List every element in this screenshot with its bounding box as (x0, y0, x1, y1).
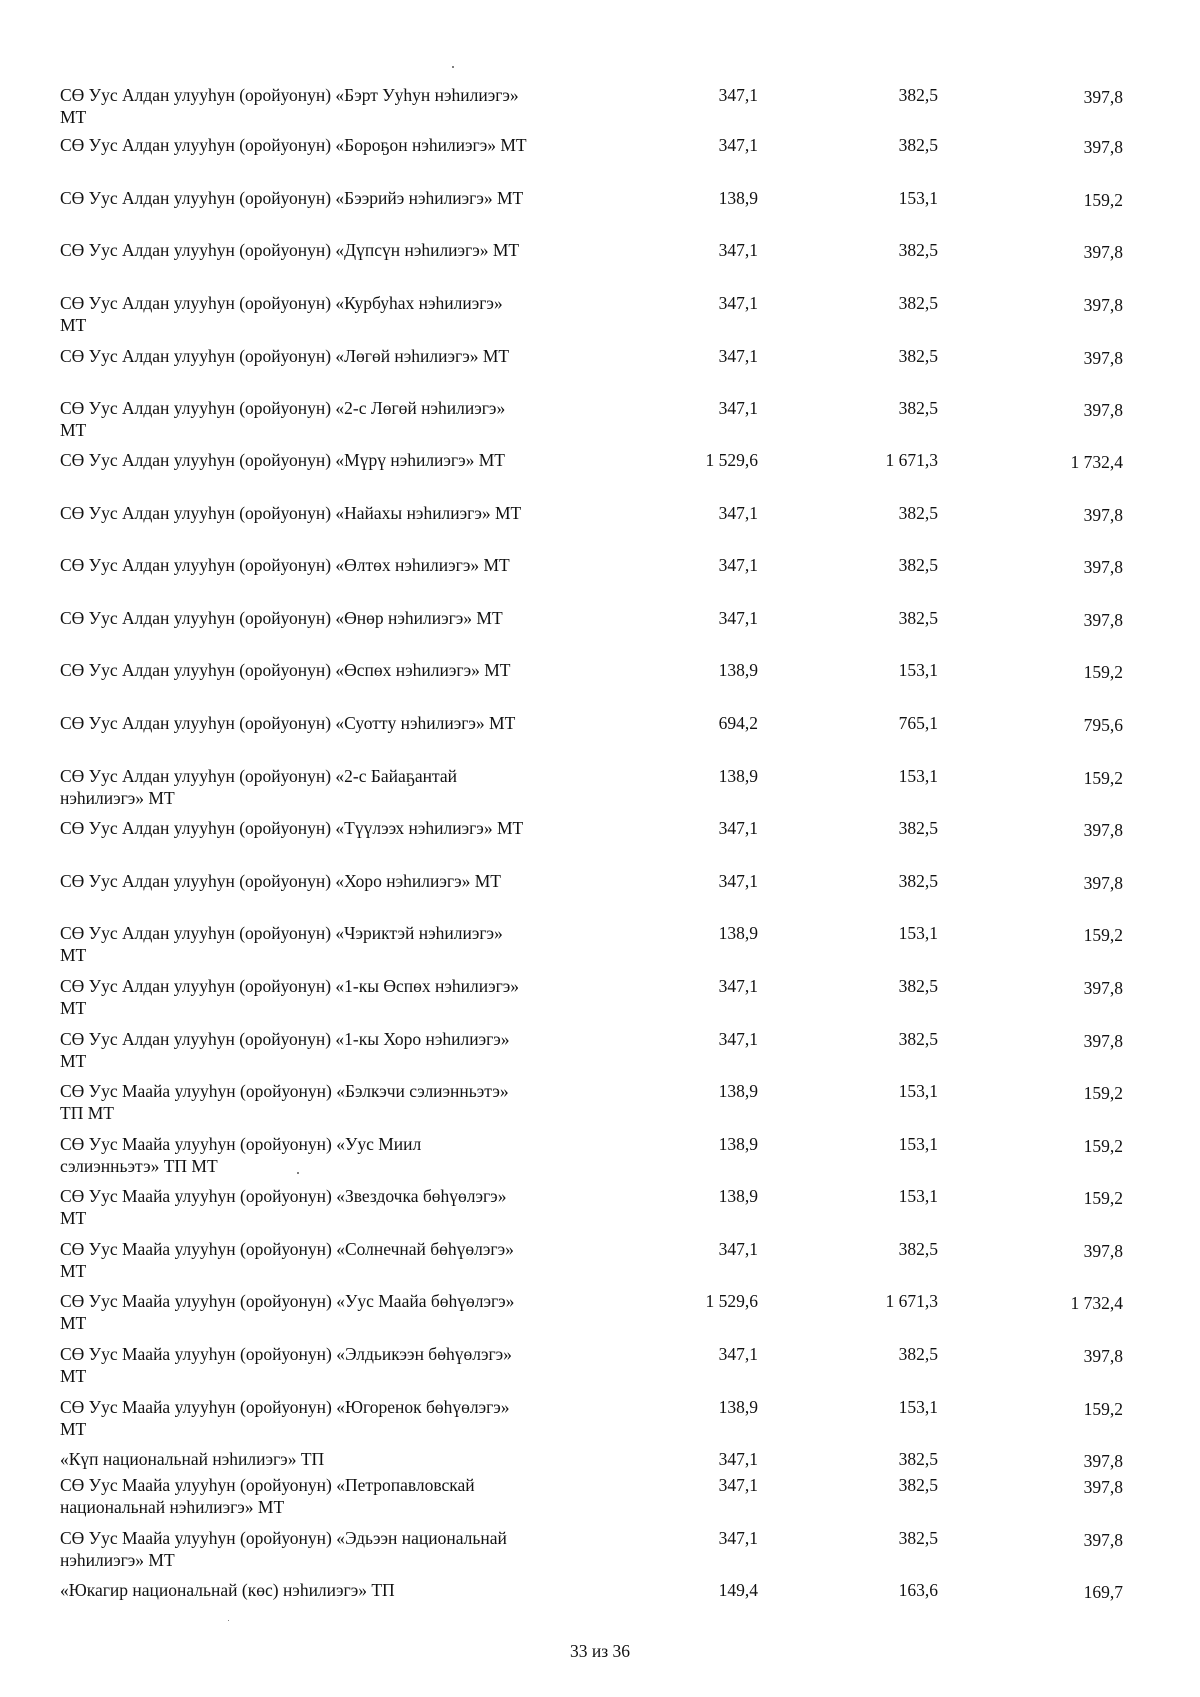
table-row (0, 765, 1200, 813)
row-value-v3: 169,7 (1083, 1582, 1123, 1602)
row-name: СӨ Уус Алдан улууһун (оройуонун) «Дүпсүн нэһилиэгэ» МТ (60, 240, 520, 260)
row-value-v3: 159,2 (1083, 1188, 1123, 1208)
row-value-v2: 382,5 (898, 1475, 938, 1495)
row-value-v1: 347,1 (718, 503, 758, 523)
row-value-v1: 138,9 (718, 1186, 758, 1206)
row-value-v3: 397,8 (1083, 87, 1123, 107)
row-name: СӨ Уус Алдан улууһун (оройуонун) «Курбуһах нэһилиэгэ» МТ (60, 293, 503, 335)
table-row (0, 870, 1200, 918)
row-value-v1: 347,1 (718, 871, 758, 891)
row-name: СӨ Уус Алдан улууһун (оройуонун) «Бороҕон нэһилиэгэ» МТ (60, 135, 527, 155)
row-value-v3: 159,2 (1083, 662, 1123, 682)
row-value-v3: 795,6 (1083, 715, 1123, 735)
table-row (0, 1396, 1200, 1444)
row-value-v1: 347,1 (718, 135, 758, 155)
table-row (0, 239, 1200, 287)
row-value-v1: 347,1 (718, 1449, 758, 1469)
row-name: СӨ Уус Алдан улууһун (оройуонун) «Мүрү нэһилиэгэ» МТ (60, 450, 505, 470)
row-name: «Күп национальнай нэһилиэгэ» ТП (60, 1449, 325, 1469)
row-name: СӨ Уус Алдан улууһун (оройуонун) «Найахы нэһилиэгэ» МТ (60, 503, 522, 523)
row-value-v3: 1 732,4 (1070, 1293, 1123, 1313)
row-value-v2: 153,1 (898, 1186, 938, 1206)
row-value-v1: 138,9 (718, 188, 758, 208)
table-row (0, 84, 1200, 132)
table-row (0, 1080, 1200, 1128)
row-name: СӨ Уус Алдан улууһун (оройуонун) «Бэрт Ууһун нэһилиэгэ» МТ (60, 85, 519, 127)
row-value-v2: 382,5 (898, 1344, 938, 1364)
row-name: СӨ Уус Алдан улууһун (оройуонун) «Бээрийэ нэһилиэгэ» МТ (60, 188, 524, 208)
row-value-v2: 382,5 (898, 135, 938, 155)
row-value-v2: 153,1 (898, 1081, 938, 1101)
row-value-v2: 382,5 (898, 240, 938, 260)
table-row (0, 345, 1200, 393)
row-value-v3: 397,8 (1083, 505, 1123, 525)
row-value-v3: 397,8 (1083, 1477, 1123, 1497)
row-value-v3: 159,2 (1083, 1083, 1123, 1103)
row-value-v3: 397,8 (1083, 1451, 1123, 1471)
row-value-v2: 382,5 (898, 1239, 938, 1259)
table-row (0, 134, 1200, 182)
row-value-v1: 138,9 (718, 923, 758, 943)
table-row (0, 1290, 1200, 1338)
row-name: СӨ Уус Алдан улууһун (оройуонун) «Суоттy нэһилиэгэ» МТ (60, 713, 516, 733)
row-value-v2: 382,5 (898, 608, 938, 628)
row-name: СӨ Уус Маайа улууһун (оройуонун) «Уус Миил сэлиэнньэтэ» ТП МТ (60, 1134, 422, 1176)
row-value-v2: 382,5 (898, 503, 938, 523)
table-row (0, 1185, 1200, 1233)
row-name: СӨ Уус Маайа улууһун (оройуонун) «Уус Маайа бөһүөлэгэ» МТ (60, 1291, 515, 1333)
row-name: СӨ Уус Алдан улууһун (оройуонун) «Өнөр нэһилиэгэ» МТ (60, 608, 503, 628)
row-name: СӨ Уус Алдан улууһун (оройуонун) «2-с Лөгөй нэһилиэгэ» МТ (60, 398, 506, 440)
row-value-v2: 382,5 (898, 1029, 938, 1049)
row-name: СӨ Уус Алдан улууһун (оройуонун) «2-с Байаҕантай нэһилиэгэ» МТ (60, 766, 457, 808)
row-name: СӨ Уус Маайа улууһун (оройуонун) «Солнечнай бөһүөлэгэ» МТ (60, 1239, 514, 1281)
row-value-v2: 153,1 (898, 923, 938, 943)
row-value-v2: 382,5 (898, 293, 938, 313)
row-value-v2: 163,6 (898, 1580, 938, 1600)
row-name: «Юкагир национальнай (көс) нэһилиэгэ» ТП (60, 1580, 395, 1600)
row-value-v1: 347,1 (718, 240, 758, 260)
row-value-v3: 159,2 (1083, 768, 1123, 788)
table-row (0, 712, 1200, 760)
row-name: СӨ Уус Алдан улууһун (оройуонун) «Чэриктэй нэһилиэгэ» МТ (60, 923, 503, 965)
row-value-v3: 397,8 (1083, 400, 1123, 420)
row-value-v3: 397,8 (1083, 295, 1123, 315)
row-value-v3: 397,8 (1083, 1530, 1123, 1550)
row-name: СӨ Уус Алдан улууһун (оройуонун) «Түүлээх нэһилиэгэ» МТ (60, 818, 524, 838)
row-name: СӨ Уус Алдан улууһун (оройуонун) «Лөгөй нэһилиэгэ» МТ (60, 346, 510, 366)
table-row (0, 554, 1200, 602)
row-name: СӨ Уус Маайа улууһун (оройуонун) «Звездочка бөһүөлэгэ» МТ (60, 1186, 507, 1228)
row-name: СӨ Уус Алдан улууһун (оройуонун) «Хоро нэһилиэгэ» МТ (60, 871, 501, 891)
table-row (0, 502, 1200, 550)
row-name: СӨ Уус Алдан улууһун (оройуонун) «1-кы Хоро нэһилиэгэ» МТ (60, 1029, 510, 1071)
row-value-v2: 153,1 (898, 766, 938, 786)
row-value-v2: 382,5 (898, 398, 938, 418)
row-value-v1: 347,1 (718, 1029, 758, 1049)
row-value-v3: 397,8 (1083, 137, 1123, 157)
row-value-v1: 1 529,6 (705, 450, 758, 470)
row-value-v2: 382,5 (898, 976, 938, 996)
row-value-v3: 397,8 (1083, 1241, 1123, 1261)
row-value-v1: 347,1 (718, 398, 758, 418)
row-value-v2: 382,5 (898, 1449, 938, 1469)
row-value-v3: 1 732,4 (1070, 452, 1123, 472)
table-row (0, 1133, 1200, 1181)
row-value-v1: 694,2 (718, 713, 758, 733)
row-value-v1: 347,1 (718, 293, 758, 313)
scan-speck (452, 66, 454, 68)
row-value-v3: 397,8 (1083, 978, 1123, 998)
row-name: СӨ Уус Маайа улууһун (оройуонун) «Эдьээн национальнай нэһилиэгэ» МТ (60, 1528, 507, 1570)
table-row (0, 975, 1200, 1023)
row-value-v2: 153,1 (898, 1397, 938, 1417)
row-value-v2: 153,1 (898, 188, 938, 208)
table-row (0, 1238, 1200, 1286)
table-row (0, 607, 1200, 655)
row-value-v1: 138,9 (718, 1081, 758, 1101)
row-value-v1: 138,9 (718, 1134, 758, 1154)
row-value-v3: 159,2 (1083, 1136, 1123, 1156)
row-value-v1: 138,9 (718, 660, 758, 680)
row-value-v1: 347,1 (718, 555, 758, 575)
row-value-v3: 397,8 (1083, 348, 1123, 368)
row-name: СӨ Уус Маайа улууһун (оройуонун) «Петропавловскай национальнай нэһилиэгэ» МТ (60, 1475, 475, 1517)
row-value-v2: 382,5 (898, 871, 938, 891)
row-value-v3: 397,8 (1083, 873, 1123, 893)
row-value-v1: 347,1 (718, 608, 758, 628)
row-value-v3: 159,2 (1083, 1399, 1123, 1419)
row-value-v2: 382,5 (898, 346, 938, 366)
row-value-v1: 1 529,6 (705, 1291, 758, 1311)
table-row (0, 1579, 1200, 1627)
row-value-v3: 397,8 (1083, 820, 1123, 840)
table-row (0, 449, 1200, 497)
row-value-v1: 347,1 (718, 1475, 758, 1495)
table-row (0, 922, 1200, 970)
row-name: СӨ Уус Маайа улууһун (оройуонун) «Бэлкэчи сэлиэнньэтэ» ТП МТ (60, 1081, 509, 1123)
row-name: СӨ Уус Маайа улууһун (оройуонун) «Югоренок бөһүөлэгэ» МТ (60, 1397, 510, 1439)
row-value-v2: 765,1 (898, 713, 938, 733)
scan-speck (228, 1620, 229, 1621)
page-number: 33 из 36 (569, 1641, 631, 1661)
table-row (0, 817, 1200, 865)
row-value-v2: 153,1 (898, 1134, 938, 1154)
row-value-v2: 153,1 (898, 660, 938, 680)
row-value-v3: 159,2 (1083, 190, 1123, 210)
row-value-v1: 347,1 (718, 818, 758, 838)
row-value-v2: 382,5 (898, 555, 938, 575)
table-row (0, 187, 1200, 235)
table-row (0, 1527, 1200, 1575)
row-value-v1: 347,1 (718, 346, 758, 366)
row-value-v1: 347,1 (718, 1344, 758, 1364)
row-value-v1: 347,1 (718, 85, 758, 105)
row-name: СӨ Уус Алдан улууһун (оройуонун) «Өспөх нэһилиэгэ» МТ (60, 660, 511, 680)
row-name: СӨ Уус Алдан улууһун (оройуонун) «1-кы Өспөх нэһилиэгэ» МТ (60, 976, 520, 1018)
table-row (0, 1343, 1200, 1391)
row-value-v3: 397,8 (1083, 1346, 1123, 1366)
table-row (0, 659, 1200, 707)
row-value-v1: 347,1 (718, 976, 758, 996)
row-value-v2: 382,5 (898, 85, 938, 105)
row-value-v2: 1 671,3 (885, 450, 938, 470)
scan-speck (297, 1172, 299, 1174)
row-name: СӨ Уус Алдан улууһун (оройуонун) «Өлтөх нэһилиэгэ» МТ (60, 555, 510, 575)
row-value-v3: 159,2 (1083, 925, 1123, 945)
row-value-v1: 138,9 (718, 1397, 758, 1417)
table-row (0, 1028, 1200, 1076)
row-value-v1: 347,1 (718, 1239, 758, 1259)
row-value-v2: 382,5 (898, 1528, 938, 1548)
table-row (0, 292, 1200, 340)
row-value-v3: 397,8 (1083, 242, 1123, 262)
row-value-v1: 347,1 (718, 1528, 758, 1548)
row-name: СӨ Уус Маайа улууһун (оройуонун) «Элдьикээн бөһүөлэгэ» МТ (60, 1344, 512, 1386)
row-value-v1: 149,4 (718, 1580, 758, 1600)
table-row (0, 1474, 1200, 1522)
row-value-v3: 397,8 (1083, 1031, 1123, 1051)
row-value-v3: 397,8 (1083, 557, 1123, 577)
table-row (0, 397, 1200, 445)
row-value-v1: 138,9 (718, 766, 758, 786)
row-value-v2: 1 671,3 (885, 1291, 938, 1311)
row-value-v3: 397,8 (1083, 610, 1123, 630)
row-value-v2: 382,5 (898, 818, 938, 838)
